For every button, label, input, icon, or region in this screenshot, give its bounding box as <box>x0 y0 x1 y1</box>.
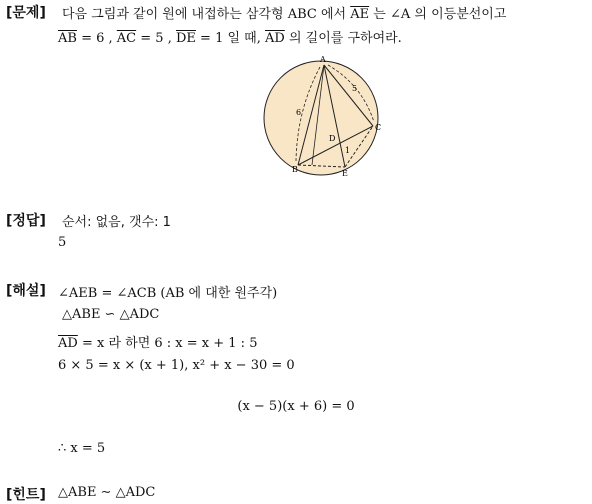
label-e: E <box>342 169 348 178</box>
solution-line-3 <box>58 332 257 351</box>
label-c: C <box>375 123 382 132</box>
solution-line-2: △ABE ∽ △ADC <box>62 307 160 322</box>
answer-label: [정답] <box>6 213 46 229</box>
solution-line-1: ∠AEB = ∠ACB (AB 에 대한 원주각) <box>58 286 278 301</box>
problem-line-1 <box>62 3 506 22</box>
hint-label: [힌트] <box>6 487 46 503</box>
segment-de: $\overline{DE}$ <box>175 31 196 46</box>
problem-text: 다음 그림과 같이 원에 내접하는 삼각형 ABC 에서 <box>62 7 347 22</box>
solution-line-4: 6 × 5 = x × (x + 1), x² + x − 30 = 0 <box>58 358 295 373</box>
solution-line-5: (x − 5)(x + 6) = 0 <box>237 399 355 414</box>
segment-ac: $\overline{AC}$ <box>116 31 137 46</box>
ad-question: 의 길이를 구하여라. <box>288 31 402 46</box>
segment-ad: $\overline{AD}$ <box>265 31 285 46</box>
solution-label: [해설] <box>6 283 46 299</box>
label-a: A <box>320 55 326 64</box>
problem-line-2 <box>58 27 402 46</box>
problem-label: [문제] <box>6 5 46 21</box>
answer-value: 5 <box>58 235 67 250</box>
solution-line-6: ∴ x = 5 <box>58 441 106 456</box>
length-de-label: 1 <box>345 146 351 155</box>
hint-text: △ABE ∼ △ADC <box>58 485 156 500</box>
answer-info: 순서: 없음, 갯수: 1 <box>62 215 171 230</box>
ac-value: = 5 , <box>140 31 172 46</box>
de-value: = 1 일 때, <box>200 31 261 46</box>
ab-value: = 6 , <box>81 31 113 46</box>
segment-ae: $\overline{AE}$ <box>350 7 370 22</box>
label-b: B <box>292 165 298 174</box>
solution-line-3-tail: = x 라 하면 6 : x = x + 1 : 5 <box>81 336 258 351</box>
length-ab-label: 6 <box>296 108 302 117</box>
segment-ab: $\overline{AB}$ <box>58 31 77 46</box>
length-ac-label: 5 <box>352 84 358 93</box>
solution-segment-ad: $\overline{AD}$ <box>58 336 78 351</box>
circle-triangle-figure <box>262 55 392 180</box>
problem-text-tail: 는 ∠A 의 이등분선이고 <box>373 7 507 22</box>
label-d: D <box>329 134 336 143</box>
